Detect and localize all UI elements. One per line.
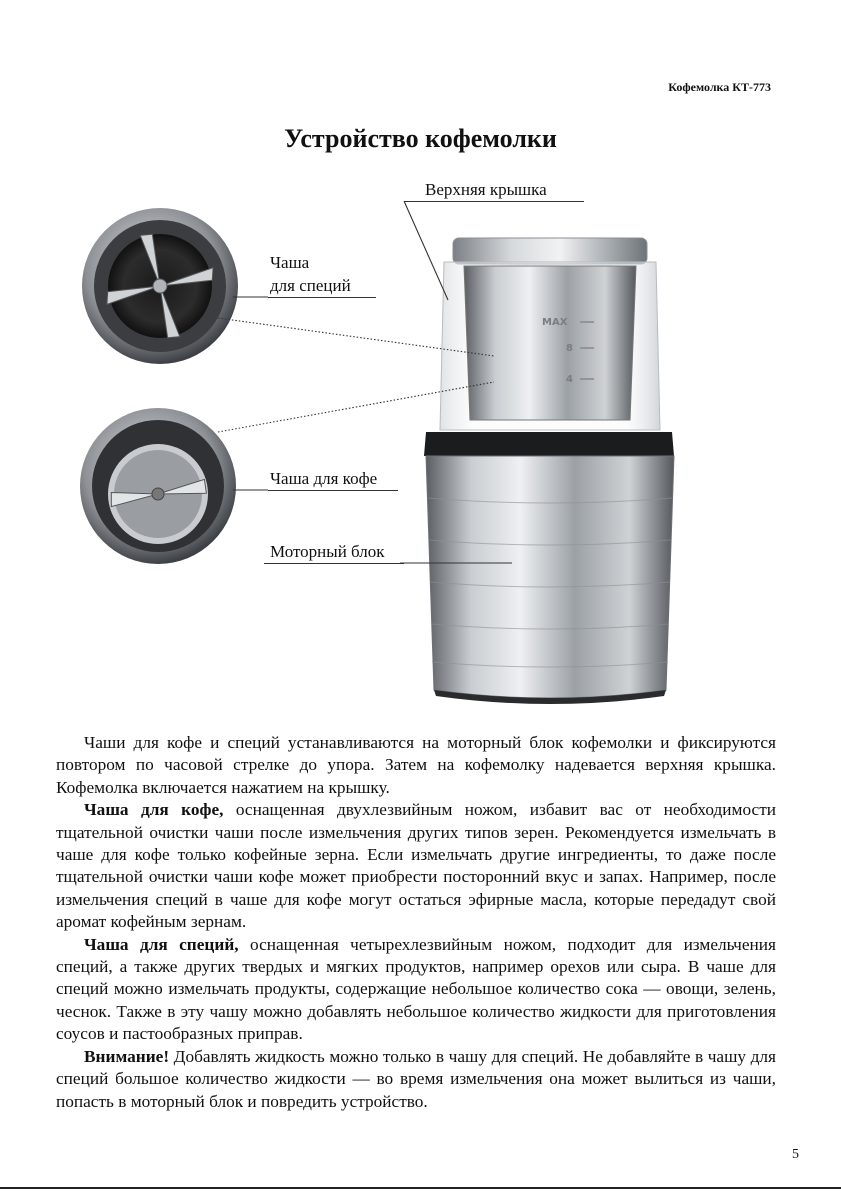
paragraph-intro: Чаши для кофе и специй устанавливаются на моторный блок кофемолки и фиксируются повтором по часовой стрелке до упора. Затем на кофемолку надевается верхняя крышка. Кофемолка включается нажатием на крышку. [56,733,776,797]
callout-coffee-bowl-underline [268,490,398,491]
callout-motor-unit-underline [264,563,404,564]
bottom-divider [0,1187,841,1189]
paragraph-lead: Чаша для кофе, [84,800,224,820]
spice-bowl-photo-icon [82,208,238,364]
product-header-title: Кофемолка КТ-773 [668,80,771,94]
page-number: 5 [792,1147,799,1162]
paragraph-coffee-bowl: Чаша для кофе, оснащенная двухлезвийным ножом, избавит вас от необходимости тщательной очистки чаши после измельчения других типов зерен. Рекомендуется измельчать в чаше для кофе только кофейные зерна. Если измельчать другие ингредиенты, то даже после тщательной очистки чаши кофе может приобрести посторонний вкус и запах. Например, после измельчения специй в чаше для кофе могут остаться эфирные масла, которые передадут свой аромат кофейным зернам. [56,800,776,932]
callout-spice-bowl-underline [268,297,376,298]
scale-label-4: 4 [566,374,573,385]
paragraph-spice-bowl: Чаша для специй, оснащенная четырехлезвийным ножом, подходит для измельчения специй, а также других твердых и мягких продуктов, например орехов или сыра. В чаше для специй можно измельчать продукты, содержащие небольшое количество сока — овощи, зелень, чеснок. Также в эту чашу можно добавлять небольшое количество жидкости для приготовления соусов и пастообразных приправ. [56,934,776,1044]
callout-top-lid-underline [404,201,584,202]
callout-motor-unit: Моторный блок [270,542,385,561]
callout-top-lid: Верхняя крышка [425,180,547,199]
scale-label-8: 8 [566,343,573,354]
page-title: Устройство кофемолки [284,124,557,153]
callout-coffee-bowl: Чаша для кофе [270,469,378,488]
paragraph-lead: Чаша для специй, [84,934,239,954]
callout-spice-bowl-line2: для специй [270,276,351,295]
paragraph-lead: Внимание! [84,1046,170,1066]
body-text [56,732,776,1113]
coffee-bowl-photo-icon [80,408,236,564]
scale-label-max: MAX [542,317,568,328]
grinder-photo-icon [424,238,674,704]
paragraph-warning: Внимание! Добавлять жидкость можно только в чашу для специй. Не добавляйте в чашу для специй большое количество жидкости — во время измельчения она может вылиться из чаши, попасть в моторный блок и повредить устройство. [56,1046,776,1111]
callout-spice-bowl-line1: Чаша [270,253,310,272]
